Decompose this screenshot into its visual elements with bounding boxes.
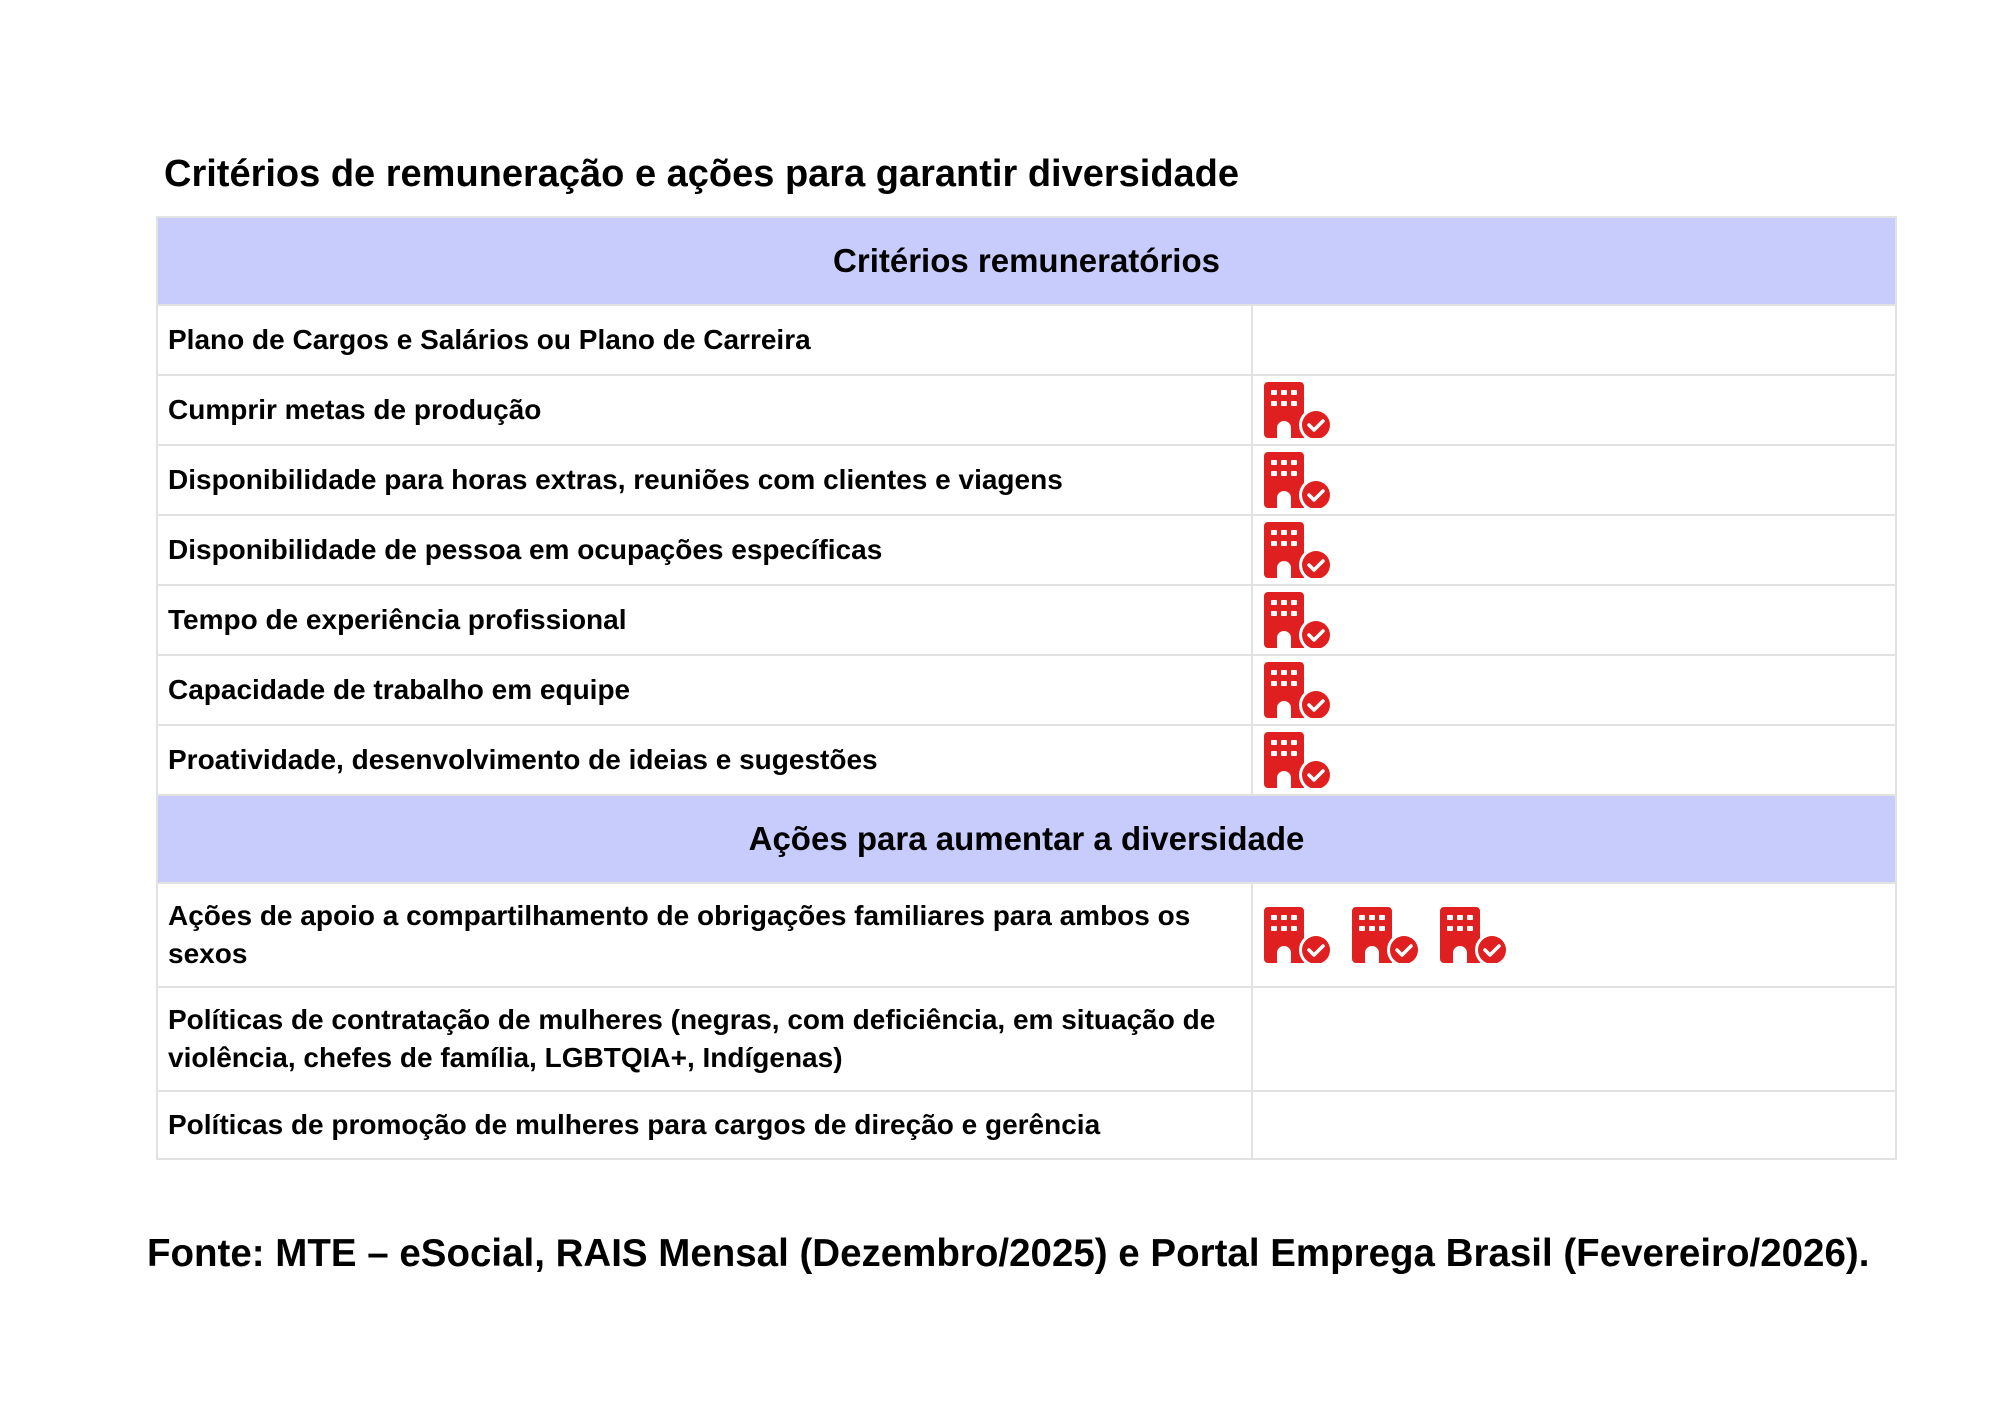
row-label: Ações de apoio a compartilhamento de obrigações familiares para ambos os sexos xyxy=(158,884,1253,986)
building-check-icon xyxy=(1352,907,1422,963)
row-label: Políticas de promoção de mulheres para cargos de direção e gerência xyxy=(158,1092,1253,1158)
table-row xyxy=(158,724,1895,794)
row-icons xyxy=(1253,656,1895,724)
row-icons xyxy=(1253,376,1895,444)
building-check-icon xyxy=(1264,732,1334,788)
row-icons xyxy=(1253,446,1895,514)
table-row xyxy=(158,882,1895,986)
table-row xyxy=(158,514,1895,584)
page-title: Critérios de remuneração e ações para garantir diversidade xyxy=(164,153,1240,195)
table-row xyxy=(158,444,1895,514)
building-check-icon xyxy=(1264,907,1334,963)
table-row xyxy=(158,1090,1895,1160)
table-row xyxy=(158,654,1895,724)
table-row xyxy=(158,374,1895,444)
building-check-icon xyxy=(1264,662,1334,718)
row-label: Proatividade, desenvolvimento de ideias e sugestões xyxy=(158,726,1253,794)
source-footnote: Fonte: MTE – eSocial, RAIS Mensal (Dezembro/2025) e Portal Emprega Brasil (Fevereiro/2026). xyxy=(147,1232,1870,1275)
section-header-diversidade: Ações para aumentar a diversidade xyxy=(158,794,1895,882)
row-icons xyxy=(1253,726,1895,794)
row-icons xyxy=(1253,516,1895,584)
building-check-icon xyxy=(1264,452,1334,508)
row-label: Cumprir metas de produção xyxy=(158,376,1253,444)
row-label: Plano de Cargos e Salários ou Plano de Carreira xyxy=(158,306,1253,374)
row-label: Disponibilidade para horas extras, reuniões com clientes e viagens xyxy=(158,446,1253,514)
row-icons xyxy=(1253,884,1895,986)
row-label: Tempo de experiência profissional xyxy=(158,586,1253,654)
criteria-table xyxy=(156,216,1897,1160)
table-row xyxy=(158,584,1895,654)
building-check-icon xyxy=(1264,592,1334,648)
row-icons xyxy=(1253,1092,1895,1158)
table-row xyxy=(158,986,1895,1090)
row-label: Capacidade de trabalho em equipe xyxy=(158,656,1253,724)
table-row xyxy=(158,304,1895,374)
building-check-icon xyxy=(1440,907,1510,963)
row-label: Disponibilidade de pessoa em ocupações específicas xyxy=(158,516,1253,584)
row-icons xyxy=(1253,586,1895,654)
building-check-icon xyxy=(1264,382,1334,438)
row-icons xyxy=(1253,306,1895,374)
row-label: Políticas de contratação de mulheres (negras, com deficiência, em situação de violência, chefes de família, LGBTQIA+, Indígenas) xyxy=(158,988,1253,1090)
building-check-icon xyxy=(1264,522,1334,578)
row-icons xyxy=(1253,988,1895,1090)
section-header-criterios: Critérios remuneratórios xyxy=(158,216,1895,304)
